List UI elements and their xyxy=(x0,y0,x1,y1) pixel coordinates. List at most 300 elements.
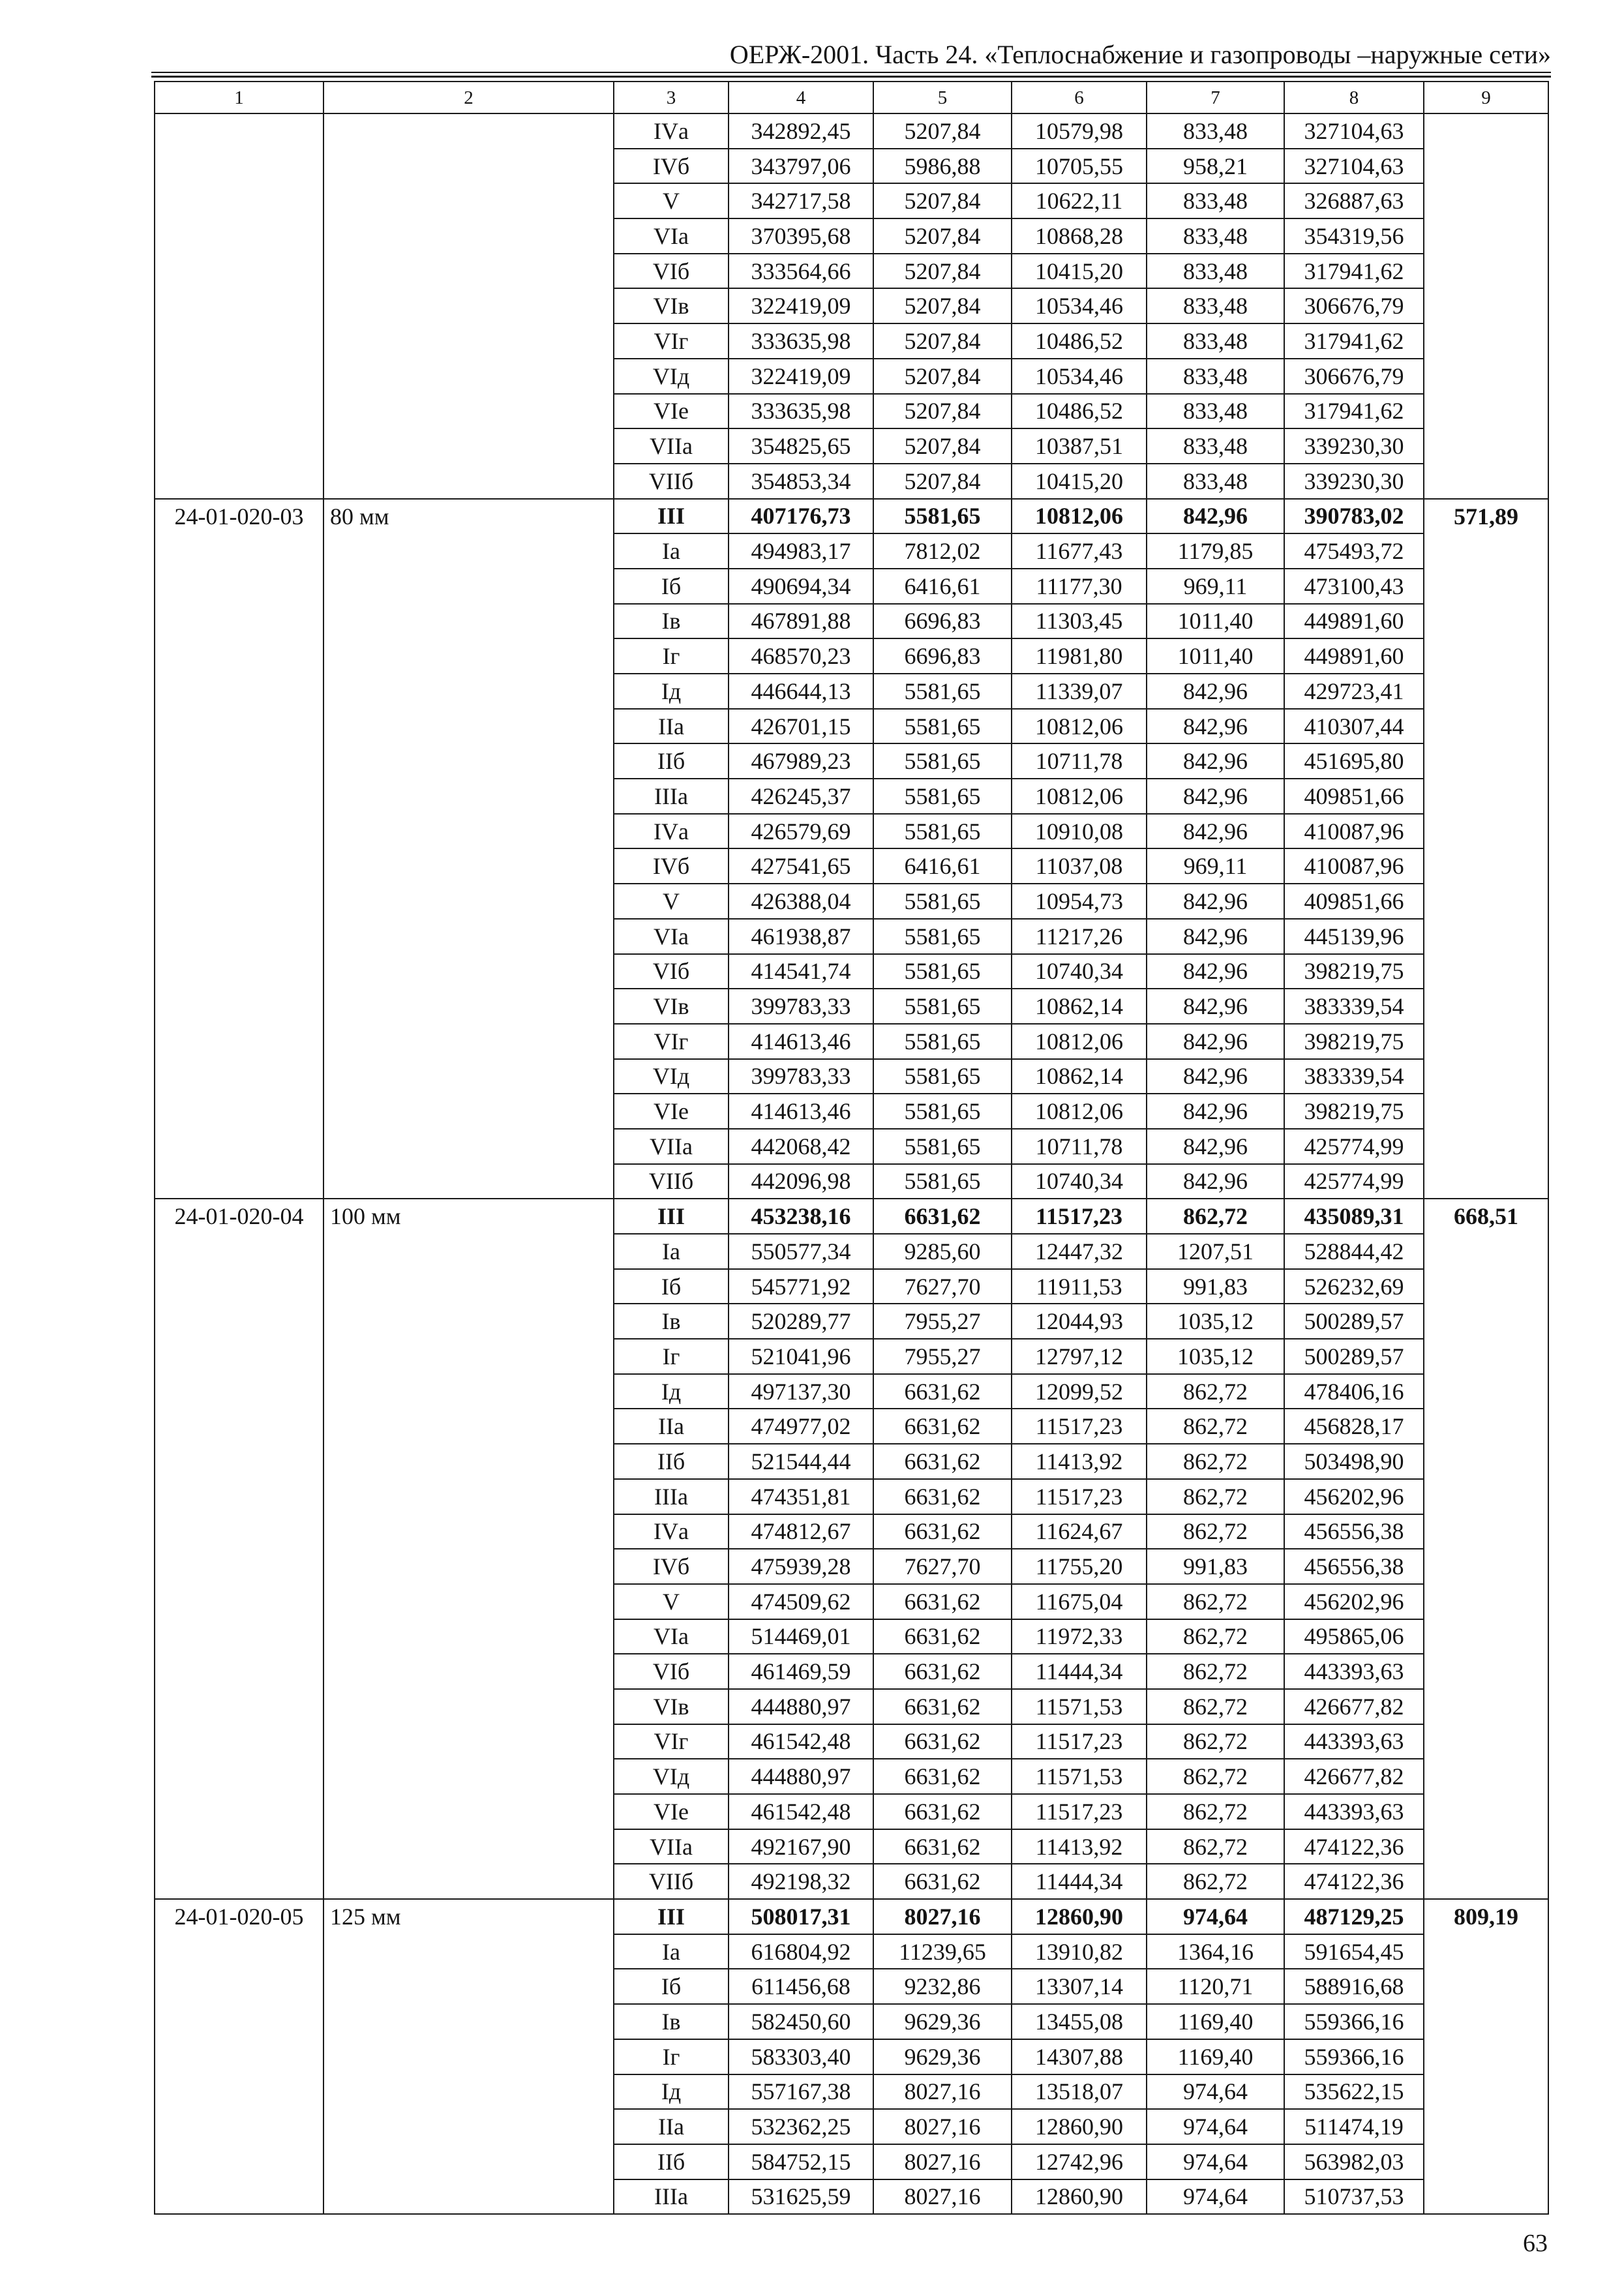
column-number: 6 xyxy=(1012,82,1147,113)
col-5-cell: 7812,02 xyxy=(873,533,1012,569)
col-7-cell: 862,72 xyxy=(1147,1724,1284,1759)
col-8-cell: 474122,36 xyxy=(1284,1829,1424,1864)
table-row xyxy=(155,1899,1548,1934)
col-5-cell: 9232,86 xyxy=(873,1969,1012,2004)
col-5-cell: 5581,65 xyxy=(873,1094,1012,1129)
col-5-cell: 5581,65 xyxy=(873,1024,1012,1059)
col-7-cell: 974,64 xyxy=(1147,2144,1284,2179)
col-6-cell: 10862,14 xyxy=(1012,989,1147,1024)
col-4-cell: 468570,23 xyxy=(729,638,873,674)
col-6-cell: 12860,90 xyxy=(1012,1899,1147,1934)
col-8-cell: 410307,44 xyxy=(1284,709,1424,744)
col-4-cell: 354853,34 xyxy=(729,464,873,499)
col-8-cell: 511474,19 xyxy=(1284,2109,1424,2144)
col-5-cell: 5581,65 xyxy=(873,954,1012,989)
col-5-cell: 7955,27 xyxy=(873,1304,1012,1339)
col-7-cell: 1179,85 xyxy=(1147,533,1284,569)
col-8-cell: 410087,96 xyxy=(1284,814,1424,849)
col-6-cell: 11571,53 xyxy=(1012,1689,1147,1724)
col-7-cell: 991,83 xyxy=(1147,1549,1284,1584)
variant-cell: VIд xyxy=(614,1759,729,1794)
col-6-cell: 10622,11 xyxy=(1012,183,1147,218)
variant-cell: VIд xyxy=(614,359,729,394)
col-8-cell: 339230,30 xyxy=(1284,428,1424,464)
col-8-cell: 443393,63 xyxy=(1284,1794,1424,1829)
col-5-cell: 5581,65 xyxy=(873,884,1012,919)
col-9-cell xyxy=(1424,113,1548,499)
variant-cell: Iб xyxy=(614,569,729,604)
col-5-cell: 5581,65 xyxy=(873,1059,1012,1094)
col-8-cell: 425774,99 xyxy=(1284,1164,1424,1199)
col-7-cell: 862,72 xyxy=(1147,1794,1284,1829)
variant-cell: IIб xyxy=(614,743,729,779)
col-6-cell: 10705,55 xyxy=(1012,149,1147,184)
col-6-cell: 11677,43 xyxy=(1012,533,1147,569)
col-6-cell: 12797,12 xyxy=(1012,1339,1147,1374)
table-row xyxy=(155,499,1548,534)
col-9-cell: 809,19 xyxy=(1424,1899,1548,2214)
col-4-cell: 370395,68 xyxy=(729,218,873,254)
col-4-cell: 474509,62 xyxy=(729,1584,873,1619)
col-4-cell: 427541,65 xyxy=(729,848,873,884)
col-8-cell: 425774,99 xyxy=(1284,1129,1424,1164)
col-7-cell: 862,72 xyxy=(1147,1444,1284,1479)
col-6-cell: 10387,51 xyxy=(1012,428,1147,464)
col-5-cell: 6631,62 xyxy=(873,1479,1012,1514)
col-7-cell: 862,72 xyxy=(1147,1199,1284,1234)
variant-cell: V xyxy=(614,884,729,919)
variant-cell: III xyxy=(614,1199,729,1234)
col-4-cell: 461542,48 xyxy=(729,1724,873,1759)
col-8-cell: 495865,06 xyxy=(1284,1619,1424,1654)
variant-cell: VIа xyxy=(614,218,729,254)
col-6-cell: 12447,32 xyxy=(1012,1234,1147,1269)
col-6-cell: 10740,34 xyxy=(1012,954,1147,989)
variant-cell: IVа xyxy=(614,113,729,149)
variant-cell: IIа xyxy=(614,709,729,744)
code-cell xyxy=(155,113,323,499)
col-5-cell: 8027,16 xyxy=(873,1899,1012,1934)
variant-cell: Iд xyxy=(614,1374,729,1409)
col-7-cell: 862,72 xyxy=(1147,1619,1284,1654)
col-8-cell: 317941,62 xyxy=(1284,394,1424,429)
col-6-cell: 10812,06 xyxy=(1012,1024,1147,1059)
col-4-cell: 582450,60 xyxy=(729,2004,873,2039)
col-4-cell: 514469,01 xyxy=(729,1619,873,1654)
col-5-cell: 6631,62 xyxy=(873,1444,1012,1479)
col-7-cell: 842,96 xyxy=(1147,1164,1284,1199)
col-6-cell: 10862,14 xyxy=(1012,1059,1147,1094)
col-6-cell: 11444,34 xyxy=(1012,1864,1147,1899)
col-8-cell: 398219,75 xyxy=(1284,954,1424,989)
col-8-cell: 383339,54 xyxy=(1284,989,1424,1024)
variant-cell: IIIа xyxy=(614,2179,729,2215)
col-6-cell: 11517,23 xyxy=(1012,1794,1147,1829)
variant-cell: Iв xyxy=(614,604,729,639)
col-7-cell: 842,96 xyxy=(1147,1094,1284,1129)
variant-cell: VIг xyxy=(614,1024,729,1059)
variant-cell: VIIа xyxy=(614,428,729,464)
col-4-cell: 414541,74 xyxy=(729,954,873,989)
col-6-cell: 10711,78 xyxy=(1012,743,1147,779)
col-8-cell: 510737,53 xyxy=(1284,2179,1424,2215)
col-7-cell: 1035,12 xyxy=(1147,1304,1284,1339)
table-row xyxy=(155,113,1548,149)
col-5-cell: 6416,61 xyxy=(873,848,1012,884)
col-8-cell: 445139,96 xyxy=(1284,919,1424,954)
col-4-cell: 414613,46 xyxy=(729,1094,873,1129)
col-8-cell: 390783,02 xyxy=(1284,499,1424,534)
col-6-cell: 10910,08 xyxy=(1012,814,1147,849)
col-7-cell: 974,64 xyxy=(1147,2179,1284,2215)
col-6-cell: 10486,52 xyxy=(1012,323,1147,359)
col-6-cell: 11755,20 xyxy=(1012,1549,1147,1584)
variant-cell: Iд xyxy=(614,674,729,709)
variant-cell: IVа xyxy=(614,814,729,849)
col-8-cell: 526232,69 xyxy=(1284,1269,1424,1304)
variant-cell: VIе xyxy=(614,1794,729,1829)
col-7-cell: 833,48 xyxy=(1147,323,1284,359)
col-5-cell: 6631,62 xyxy=(873,1199,1012,1234)
col-4-cell: 550577,34 xyxy=(729,1234,873,1269)
col-6-cell: 11444,34 xyxy=(1012,1654,1147,1689)
col-5-cell: 6631,62 xyxy=(873,1514,1012,1549)
col-5-cell: 5581,65 xyxy=(873,1164,1012,1199)
col-7-cell: 862,72 xyxy=(1147,1409,1284,1444)
variant-cell: VIб xyxy=(614,1654,729,1689)
col-5-cell: 6631,62 xyxy=(873,1794,1012,1829)
variant-cell: VIг xyxy=(614,1724,729,1759)
col-5-cell: 6696,83 xyxy=(873,638,1012,674)
col-7-cell: 974,64 xyxy=(1147,2109,1284,2144)
col-5-cell: 8027,16 xyxy=(873,2074,1012,2110)
col-6-cell: 13307,14 xyxy=(1012,1969,1147,2004)
col-5-cell: 5581,65 xyxy=(873,919,1012,954)
col-4-cell: 444880,97 xyxy=(729,1689,873,1724)
col-8-cell: 451695,80 xyxy=(1284,743,1424,779)
col-6-cell: 11413,92 xyxy=(1012,1444,1147,1479)
col-7-cell: 842,96 xyxy=(1147,919,1284,954)
col-4-cell: 492198,32 xyxy=(729,1864,873,1899)
variant-cell: VIа xyxy=(614,1619,729,1654)
col-4-cell: 442096,98 xyxy=(729,1164,873,1199)
description-cell: 125 мм xyxy=(323,1899,614,2214)
col-8-cell: 306676,79 xyxy=(1284,359,1424,394)
variant-cell: Iв xyxy=(614,2004,729,2039)
col-8-cell: 500289,57 xyxy=(1284,1304,1424,1339)
price-table xyxy=(154,81,1549,2215)
col-8-cell: 317941,62 xyxy=(1284,254,1424,289)
col-4-cell: 442068,42 xyxy=(729,1129,873,1164)
variant-cell: Iа xyxy=(614,533,729,569)
col-4-cell: 461469,59 xyxy=(729,1654,873,1689)
variant-cell: VIIб xyxy=(614,464,729,499)
col-4-cell: 399783,33 xyxy=(729,1059,873,1094)
column-number: 1 xyxy=(155,82,323,113)
col-5-cell: 5207,84 xyxy=(873,428,1012,464)
col-5-cell: 5207,84 xyxy=(873,394,1012,429)
col-5-cell: 5207,84 xyxy=(873,323,1012,359)
col-4-cell: 584752,15 xyxy=(729,2144,873,2179)
col-6-cell: 11571,53 xyxy=(1012,1759,1147,1794)
col-6-cell: 10534,46 xyxy=(1012,359,1147,394)
col-8-cell: 591654,45 xyxy=(1284,1934,1424,1969)
col-7-cell: 842,96 xyxy=(1147,989,1284,1024)
col-7-cell: 842,96 xyxy=(1147,1129,1284,1164)
col-6-cell: 12860,90 xyxy=(1012,2109,1147,2144)
col-8-cell: 429723,41 xyxy=(1284,674,1424,709)
variant-cell: IVб xyxy=(614,848,729,884)
table-row xyxy=(155,1199,1548,1234)
col-6-cell: 11517,23 xyxy=(1012,1199,1147,1234)
col-6-cell: 11972,33 xyxy=(1012,1619,1147,1654)
col-5-cell: 5207,84 xyxy=(873,359,1012,394)
col-4-cell: 467989,23 xyxy=(729,743,873,779)
col-7-cell: 842,96 xyxy=(1147,674,1284,709)
col-8-cell: 354319,56 xyxy=(1284,218,1424,254)
col-7-cell: 862,72 xyxy=(1147,1654,1284,1689)
col-8-cell: 535622,15 xyxy=(1284,2074,1424,2110)
col-6-cell: 12860,90 xyxy=(1012,2179,1147,2215)
col-6-cell: 11517,23 xyxy=(1012,1409,1147,1444)
col-5-cell: 6631,62 xyxy=(873,1409,1012,1444)
col-4-cell: 399783,33 xyxy=(729,989,873,1024)
variant-cell: IVа xyxy=(614,1514,729,1549)
col-6-cell: 11217,26 xyxy=(1012,919,1147,954)
column-number: 7 xyxy=(1147,82,1284,113)
col-6-cell: 13518,07 xyxy=(1012,2074,1147,2110)
col-5-cell: 11239,65 xyxy=(873,1934,1012,1969)
col-6-cell: 10868,28 xyxy=(1012,218,1147,254)
col-7-cell: 862,72 xyxy=(1147,1514,1284,1549)
col-5-cell: 5581,65 xyxy=(873,499,1012,534)
col-4-cell: 342892,45 xyxy=(729,113,873,149)
col-4-cell: 426701,15 xyxy=(729,709,873,744)
col-8-cell: 317941,62 xyxy=(1284,323,1424,359)
col-7-cell: 833,48 xyxy=(1147,218,1284,254)
variant-cell: V xyxy=(614,1584,729,1619)
description-cell xyxy=(323,113,614,499)
col-6-cell: 10579,98 xyxy=(1012,113,1147,149)
col-6-cell: 11339,07 xyxy=(1012,674,1147,709)
col-7-cell: 974,64 xyxy=(1147,1899,1284,1934)
col-8-cell: 456556,38 xyxy=(1284,1514,1424,1549)
col-7-cell: 833,48 xyxy=(1147,254,1284,289)
col-6-cell: 12742,96 xyxy=(1012,2144,1147,2179)
col-4-cell: 557167,38 xyxy=(729,2074,873,2110)
col-6-cell: 11037,08 xyxy=(1012,848,1147,884)
col-6-cell: 11911,53 xyxy=(1012,1269,1147,1304)
col-5-cell: 7955,27 xyxy=(873,1339,1012,1374)
col-7-cell: 991,83 xyxy=(1147,1269,1284,1304)
col-6-cell: 11177,30 xyxy=(1012,569,1147,604)
col-8-cell: 327104,63 xyxy=(1284,113,1424,149)
col-4-cell: 426388,04 xyxy=(729,884,873,919)
col-5-cell: 6631,62 xyxy=(873,1584,1012,1619)
col-7-cell: 958,21 xyxy=(1147,149,1284,184)
col-7-cell: 1169,40 xyxy=(1147,2004,1284,2039)
col-5-cell: 6631,62 xyxy=(873,1654,1012,1689)
variant-cell: IIIа xyxy=(614,779,729,814)
column-number: 9 xyxy=(1424,82,1548,113)
variant-cell: Iа xyxy=(614,1934,729,1969)
col-8-cell: 426677,82 xyxy=(1284,1759,1424,1794)
col-8-cell: 449891,60 xyxy=(1284,638,1424,674)
col-8-cell: 487129,25 xyxy=(1284,1899,1424,1934)
col-7-cell: 862,72 xyxy=(1147,1479,1284,1514)
col-5-cell: 6631,62 xyxy=(873,1724,1012,1759)
col-7-cell: 842,96 xyxy=(1147,1024,1284,1059)
col-7-cell: 833,48 xyxy=(1147,394,1284,429)
variant-cell: IIIа xyxy=(614,1479,729,1514)
col-8-cell: 306676,79 xyxy=(1284,288,1424,323)
col-6-cell: 11675,04 xyxy=(1012,1584,1147,1619)
col-7-cell: 842,96 xyxy=(1147,1059,1284,1094)
col-4-cell: 426245,37 xyxy=(729,779,873,814)
column-number: 3 xyxy=(614,82,729,113)
variant-cell: IVб xyxy=(614,149,729,184)
variant-cell: VIе xyxy=(614,394,729,429)
col-4-cell: 474351,81 xyxy=(729,1479,873,1514)
col-5-cell: 5207,84 xyxy=(873,113,1012,149)
col-8-cell: 327104,63 xyxy=(1284,149,1424,184)
col-7-cell: 862,72 xyxy=(1147,1689,1284,1724)
col-5-cell: 7627,70 xyxy=(873,1269,1012,1304)
col-4-cell: 322419,09 xyxy=(729,288,873,323)
variant-cell: IVб xyxy=(614,1549,729,1584)
col-4-cell: 467891,88 xyxy=(729,604,873,639)
variant-cell: Iа xyxy=(614,1234,729,1269)
variant-cell: IIа xyxy=(614,2109,729,2144)
col-8-cell: 474122,36 xyxy=(1284,1864,1424,1899)
col-7-cell: 862,72 xyxy=(1147,1759,1284,1794)
col-7-cell: 862,72 xyxy=(1147,1864,1284,1899)
col-4-cell: 611456,68 xyxy=(729,1969,873,2004)
col-7-cell: 833,48 xyxy=(1147,464,1284,499)
col-7-cell: 842,96 xyxy=(1147,709,1284,744)
variant-cell: VIIб xyxy=(614,1164,729,1199)
col-8-cell: 528844,42 xyxy=(1284,1234,1424,1269)
col-4-cell: 521041,96 xyxy=(729,1339,873,1374)
col-8-cell: 473100,43 xyxy=(1284,569,1424,604)
col-7-cell: 833,48 xyxy=(1147,113,1284,149)
page-number: 63 xyxy=(1523,2230,1548,2257)
column-number: 2 xyxy=(323,82,614,113)
col-8-cell: 588916,68 xyxy=(1284,1969,1424,2004)
col-4-cell: 322419,09 xyxy=(729,359,873,394)
col-8-cell: 456202,96 xyxy=(1284,1584,1424,1619)
col-4-cell: 545771,92 xyxy=(729,1269,873,1304)
col-4-cell: 333635,98 xyxy=(729,394,873,429)
variant-cell: VIд xyxy=(614,1059,729,1094)
col-4-cell: 616804,92 xyxy=(729,1934,873,1969)
col-9-cell: 571,89 xyxy=(1424,499,1548,1199)
col-7-cell: 842,96 xyxy=(1147,884,1284,919)
variant-cell: Iв xyxy=(614,1304,729,1339)
col-8-cell: 449891,60 xyxy=(1284,604,1424,639)
col-5-cell: 7627,70 xyxy=(873,1549,1012,1584)
col-8-cell: 475493,72 xyxy=(1284,533,1424,569)
variant-cell: Iг xyxy=(614,638,729,674)
variant-cell: VIIа xyxy=(614,1829,729,1864)
col-4-cell: 342717,58 xyxy=(729,183,873,218)
col-7-cell: 1011,40 xyxy=(1147,604,1284,639)
col-6-cell: 10954,73 xyxy=(1012,884,1147,919)
col-5-cell: 6631,62 xyxy=(873,1689,1012,1724)
col-6-cell: 10711,78 xyxy=(1012,1129,1147,1164)
col-8-cell: 563982,03 xyxy=(1284,2144,1424,2179)
header-rule xyxy=(151,72,1551,78)
col-7-cell: 862,72 xyxy=(1147,1374,1284,1409)
col-5-cell: 5986,88 xyxy=(873,149,1012,184)
column-number: 5 xyxy=(873,82,1012,113)
col-7-cell: 862,72 xyxy=(1147,1829,1284,1864)
variant-cell: IIб xyxy=(614,2144,729,2179)
col-8-cell: 456556,38 xyxy=(1284,1549,1424,1584)
col-4-cell: 508017,31 xyxy=(729,1899,873,1934)
col-7-cell: 842,96 xyxy=(1147,743,1284,779)
col-4-cell: 461542,48 xyxy=(729,1794,873,1829)
col-9-cell: 668,51 xyxy=(1424,1199,1548,1899)
col-8-cell: 478406,16 xyxy=(1284,1374,1424,1409)
col-8-cell: 398219,75 xyxy=(1284,1094,1424,1129)
col-5-cell: 5207,84 xyxy=(873,218,1012,254)
col-7-cell: 1035,12 xyxy=(1147,1339,1284,1374)
col-6-cell: 11303,45 xyxy=(1012,604,1147,639)
variant-cell: IIб xyxy=(614,1444,729,1479)
col-4-cell: 414613,46 xyxy=(729,1024,873,1059)
col-5-cell: 5581,65 xyxy=(873,779,1012,814)
col-6-cell: 10415,20 xyxy=(1012,464,1147,499)
col-4-cell: 475939,28 xyxy=(729,1549,873,1584)
col-7-cell: 833,48 xyxy=(1147,428,1284,464)
col-8-cell: 443393,63 xyxy=(1284,1724,1424,1759)
col-7-cell: 1207,51 xyxy=(1147,1234,1284,1269)
column-number-row xyxy=(155,82,1548,113)
col-7-cell: 842,96 xyxy=(1147,954,1284,989)
col-6-cell: 11981,80 xyxy=(1012,638,1147,674)
variant-cell: VIб xyxy=(614,954,729,989)
col-4-cell: 583303,40 xyxy=(729,2039,873,2074)
running-header: ОЕРЖ-2001. Часть 24. «Теплоснабжение и газопроводы –наружные сети» xyxy=(729,40,1551,69)
col-4-cell: 343797,06 xyxy=(729,149,873,184)
description-cell: 80 мм xyxy=(323,499,614,1199)
col-6-cell: 14307,88 xyxy=(1012,2039,1147,2074)
variant-cell: IIа xyxy=(614,1409,729,1444)
col-6-cell: 10486,52 xyxy=(1012,394,1147,429)
variant-cell: VIIб xyxy=(614,1864,729,1899)
col-6-cell: 10534,46 xyxy=(1012,288,1147,323)
col-6-cell: 13910,82 xyxy=(1012,1934,1147,1969)
col-5-cell: 8027,16 xyxy=(873,2144,1012,2179)
col-5-cell: 9629,36 xyxy=(873,2039,1012,2074)
col-5-cell: 5581,65 xyxy=(873,814,1012,849)
col-5-cell: 5207,84 xyxy=(873,288,1012,323)
col-6-cell: 10812,06 xyxy=(1012,779,1147,814)
col-4-cell: 461938,87 xyxy=(729,919,873,954)
col-6-cell: 13455,08 xyxy=(1012,2004,1147,2039)
col-5-cell: 6696,83 xyxy=(873,604,1012,639)
variant-cell: Iг xyxy=(614,1339,729,1374)
col-8-cell: 503498,90 xyxy=(1284,1444,1424,1479)
col-5-cell: 6631,62 xyxy=(873,1374,1012,1409)
col-5-cell: 5581,65 xyxy=(873,989,1012,1024)
col-4-cell: 474812,67 xyxy=(729,1514,873,1549)
col-7-cell: 842,96 xyxy=(1147,814,1284,849)
col-4-cell: 474977,02 xyxy=(729,1409,873,1444)
col-4-cell: 531625,59 xyxy=(729,2179,873,2215)
col-5-cell: 6631,62 xyxy=(873,1864,1012,1899)
